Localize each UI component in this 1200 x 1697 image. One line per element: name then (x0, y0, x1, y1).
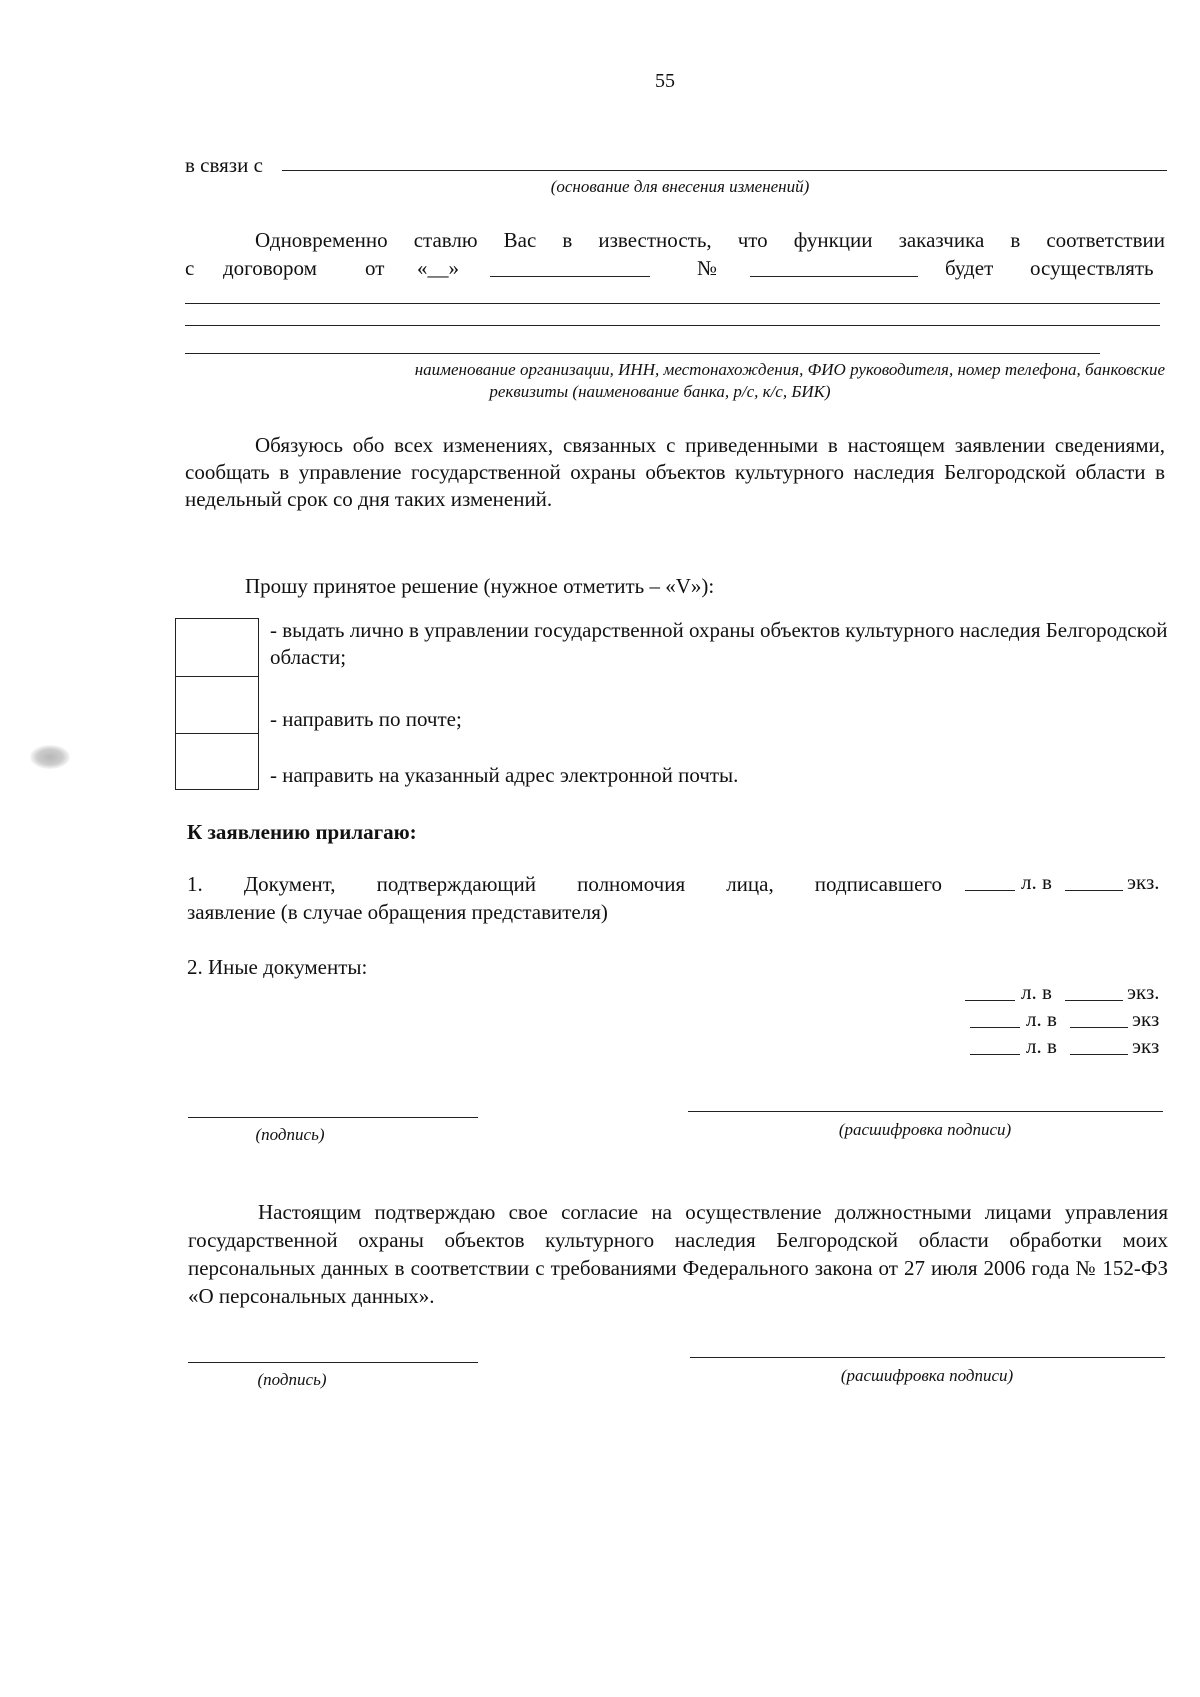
notice-line1: Одновременно ставлю Вас в известность, что функции заказчика в соответствии (255, 228, 1165, 252)
attachment-item1-line1: 1. Документ, подтверждающий полномочия лица, подписавшего (187, 872, 942, 896)
row1-sheets-field[interactable] (965, 1000, 1015, 1001)
notice-word-s: с (185, 256, 195, 280)
row2-sheets-field[interactable] (970, 1027, 1020, 1028)
option-email-label: - направить на указанный адрес электронной почты. (270, 763, 739, 787)
signature2-decode-field[interactable] (690, 1357, 1165, 1358)
row2-copies-field[interactable] (1070, 1027, 1128, 1028)
page-number: 55 (655, 70, 675, 92)
row2-copies-label: экз (1132, 1007, 1160, 1031)
option-mail-label: - направить по почте; (270, 707, 462, 731)
row1-sheets-label: л. в (1021, 980, 1052, 1004)
contract-date-field[interactable] (490, 276, 650, 277)
signature1-field[interactable] (188, 1117, 478, 1118)
attachment-item1-count (965, 870, 1175, 898)
row1-copies-field[interactable] (1065, 1000, 1123, 1001)
notice-word-from: от (365, 256, 385, 280)
signature1-decode-field[interactable] (688, 1111, 1163, 1112)
item1-sheets-field[interactable] (965, 890, 1015, 891)
organization-field-line1[interactable] (185, 303, 1160, 304)
row2-sheets-label: л. в (1026, 1007, 1057, 1031)
option-in-person-label: - выдать лично в управлении государственной охраны объектов культурного наследия Белгородской области; (270, 618, 1168, 669)
in-connection-field[interactable] (282, 170, 1167, 171)
signature2-field[interactable] (188, 1362, 478, 1363)
signature2-caption: (подпись) (257, 1370, 327, 1389)
organization-field-line3[interactable] (185, 353, 1100, 354)
organization-caption-line1: наименование организации, ИНН, местонахождения, ФИО руководителя, номер телефона, банковские (414, 360, 1165, 379)
row3-copies-field[interactable] (1070, 1054, 1128, 1055)
other-docs-row1 (965, 980, 1175, 1008)
organization-field-line2[interactable] (185, 325, 1160, 326)
row3-copies-label: экз (1132, 1034, 1160, 1058)
option-checkbox-email[interactable] (175, 733, 259, 790)
obligation-paragraph: Обязуюсь обо всех изменениях, связанных с приведенными в настоящем заявлении сведениями, сообщать в управление государственной охраны объектов культурного наследия Белгородской области в недельный срок со дня таких изменений. (185, 433, 1165, 511)
in-connection-label: в связи с (185, 153, 263, 177)
notice-word-contract: договором (223, 256, 317, 280)
item1-copies-field[interactable] (1065, 890, 1123, 891)
other-docs-row3 (970, 1034, 1180, 1062)
item1-copies-label: экз. (1127, 870, 1160, 894)
consent-paragraph: Настоящим подтверждаю свое согласие на осуществление должностными лицами управления государственной охраны объектов культурного наследия Белгородской области обработки моих персональных данных в соответствии с требованиями Федерального закона от 27 июля 2006 года № 152-ФЗ «О персональных данных». (188, 1200, 1168, 1308)
organization-caption-line2: реквизиты (наименование банка, р/с, к/с, БИК) (489, 382, 831, 401)
signature1-decode-caption: (расшифровка подписи) (838, 1120, 1012, 1139)
attachment-item2: 2. Иные документы: (187, 955, 368, 979)
other-docs-row2 (970, 1007, 1180, 1035)
notice-date-quotes: «__» (417, 256, 459, 280)
option-checkbox-in-person[interactable] (175, 618, 259, 677)
option-checkbox-mail[interactable] (175, 675, 259, 734)
item1-sheets-label: л. в (1021, 870, 1052, 894)
in-connection-caption: (основание для внесения изменений) (550, 177, 810, 196)
signature2-decode-caption: (расшифровка подписи) (840, 1366, 1014, 1385)
decision-prompt: Прошу принятое решение (нужное отметить – «V»): (245, 574, 715, 598)
row1-copies-label: экз. (1127, 980, 1160, 1004)
row3-sheets-label: л. в (1026, 1034, 1057, 1058)
notice-line2 (185, 256, 1165, 286)
row3-sheets-field[interactable] (970, 1054, 1020, 1055)
notice-number-sign: № (697, 256, 718, 280)
attachment-item1-line2: заявление (в случае обращения представителя) (187, 900, 608, 924)
notice-word-will: будет (945, 256, 994, 280)
contract-number-field[interactable] (750, 276, 918, 277)
attachments-heading: К заявлению прилагаю: (187, 820, 417, 844)
signature1-caption: (подпись) (255, 1125, 325, 1144)
notice-word-perform: осуществлять (1030, 256, 1154, 280)
scan-smudge (30, 745, 70, 769)
